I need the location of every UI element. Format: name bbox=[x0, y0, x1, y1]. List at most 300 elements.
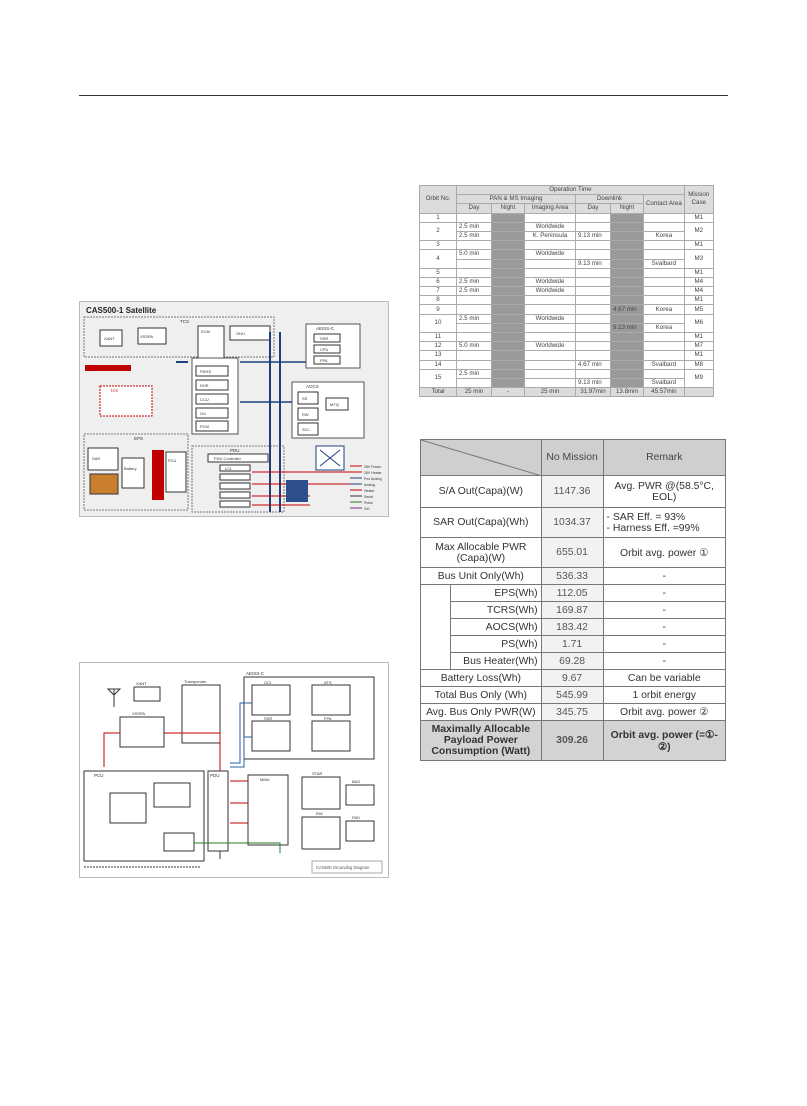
imaging-area-cell bbox=[525, 351, 576, 360]
dl-night-cell bbox=[611, 231, 644, 240]
legend-item: Ctrl bbox=[364, 507, 370, 511]
day-cell bbox=[457, 268, 492, 277]
dl-night-cell bbox=[611, 351, 644, 360]
row-remark: - bbox=[603, 568, 726, 585]
header-diagonal-cell bbox=[421, 440, 542, 476]
night-cell bbox=[492, 250, 525, 259]
imaging-area-cell bbox=[525, 296, 576, 305]
table-row bbox=[420, 351, 714, 360]
table-row bbox=[421, 704, 726, 721]
row-value: 9.67 bbox=[541, 670, 603, 687]
dl-night-cell: 4.67 min bbox=[611, 305, 644, 314]
day-cell bbox=[457, 378, 492, 387]
fpa-label-2: FPA bbox=[324, 716, 332, 721]
col-contact-area: Contact Area bbox=[644, 195, 685, 213]
row-remark: - bbox=[603, 585, 726, 602]
row-remark: - bbox=[603, 653, 726, 670]
contact-area-cell: Svalbard bbox=[644, 360, 685, 369]
col-mission-case: Mission Case bbox=[684, 186, 713, 214]
contact-area-cell: Korea bbox=[644, 323, 685, 332]
row-value: 112.05 bbox=[541, 585, 603, 602]
col-downlink: Downlink bbox=[576, 195, 644, 204]
day-cell: 2.5 min bbox=[457, 369, 492, 378]
orbit-cell: 5 bbox=[420, 268, 457, 277]
dl-night-cell bbox=[611, 268, 644, 277]
fpa-label: FPA bbox=[320, 358, 328, 363]
table-row bbox=[421, 687, 726, 704]
aeiss-label-2: AEISS-C bbox=[246, 671, 265, 676]
night-cell bbox=[492, 314, 525, 323]
dl-day-cell bbox=[576, 250, 611, 259]
table-row bbox=[421, 636, 726, 653]
dl-night-cell bbox=[611, 378, 644, 387]
table-row bbox=[421, 602, 726, 619]
legend-item: Pwr Analog bbox=[364, 477, 382, 481]
day-cell: 5.0 min bbox=[457, 342, 492, 351]
imaging-area-cell bbox=[525, 378, 576, 387]
total-cell: 25 min bbox=[525, 388, 576, 397]
dl-night-cell bbox=[611, 241, 644, 250]
pcu-label: PCU bbox=[168, 458, 177, 463]
dl-night-cell bbox=[611, 213, 644, 222]
day-cell bbox=[457, 305, 492, 314]
night-cell bbox=[492, 213, 525, 222]
table-row bbox=[420, 268, 714, 277]
imaging-area-cell bbox=[525, 360, 576, 369]
aeiss-label: AEISS-C bbox=[316, 326, 335, 331]
mmu-label: MMU bbox=[260, 777, 270, 782]
table-row bbox=[420, 287, 714, 296]
mission-case-cell: M4 bbox=[684, 277, 713, 286]
day-cell: 2.5 min bbox=[457, 287, 492, 296]
col-dl-night: Night bbox=[611, 204, 644, 213]
dl-day-cell bbox=[576, 268, 611, 277]
row-label: Total Bus Only (Wh) bbox=[421, 687, 542, 704]
tcs2-label: TCS bbox=[110, 388, 118, 393]
imaging-area-cell: Worldwide bbox=[525, 287, 576, 296]
orbit-cell: 15 bbox=[420, 369, 457, 387]
legend-item: Heater bbox=[364, 489, 375, 493]
aocs-label: AOCS bbox=[306, 384, 319, 389]
mission-case-cell: M1 bbox=[684, 268, 713, 277]
mission-case-cell: M1 bbox=[684, 333, 713, 342]
day-cell: 2.5 min bbox=[457, 222, 492, 231]
contact-area-cell bbox=[644, 277, 685, 286]
mission-case-cell: M3 bbox=[684, 250, 713, 268]
imaging-area-cell bbox=[525, 241, 576, 250]
orbit-cell: 13 bbox=[420, 351, 457, 360]
orbit-cell: 10 bbox=[420, 314, 457, 332]
mission-case-cell: M4 bbox=[684, 287, 713, 296]
dl-day-cell bbox=[576, 333, 611, 342]
row-value: 183.42 bbox=[541, 619, 603, 636]
table-row bbox=[420, 305, 714, 314]
imaging-area-cell bbox=[525, 305, 576, 314]
grounding-diagram bbox=[79, 662, 389, 878]
night-cell bbox=[492, 268, 525, 277]
row-label: Bus Heater(Wh) bbox=[450, 653, 541, 670]
total-cell: Total bbox=[420, 388, 457, 397]
row-label: Max Allocable PWR (Capa)(W) bbox=[421, 538, 542, 568]
table-row bbox=[420, 250, 714, 259]
imaging-area-cell bbox=[525, 333, 576, 342]
dhs-label: DHS bbox=[200, 383, 209, 388]
total-cell: 45.57min bbox=[644, 388, 685, 397]
imaging-area-cell: Worldwide bbox=[525, 250, 576, 259]
night-cell bbox=[492, 277, 525, 286]
sar-label: SAR bbox=[92, 456, 101, 461]
mission-case-cell: M7 bbox=[684, 342, 713, 351]
contact-area-cell bbox=[644, 213, 685, 222]
rw-label: RW bbox=[302, 412, 309, 417]
dl-day-cell bbox=[576, 314, 611, 323]
ohu-label: OHU bbox=[236, 331, 245, 336]
contact-area-cell bbox=[644, 342, 685, 351]
night-cell bbox=[492, 378, 525, 387]
imaging-area-cell bbox=[525, 323, 576, 332]
night-cell bbox=[492, 296, 525, 305]
imaging-area-cell bbox=[525, 259, 576, 268]
night-cell bbox=[492, 259, 525, 268]
orbit-cell: 2 bbox=[420, 222, 457, 240]
night-cell bbox=[492, 342, 525, 351]
ecm-label: ECM bbox=[201, 329, 210, 334]
total-row bbox=[420, 388, 714, 397]
pdu-controller-label: PDU Controller bbox=[214, 456, 241, 461]
table-row bbox=[420, 323, 714, 332]
xant-label: XANT bbox=[104, 336, 115, 341]
day-cell bbox=[457, 333, 492, 342]
battery-label: Battery bbox=[124, 466, 137, 471]
pcm-label: PCM bbox=[200, 424, 209, 429]
row-label: EPS(Wh) bbox=[450, 585, 541, 602]
dl-day-cell bbox=[576, 287, 611, 296]
dl-night-cell bbox=[611, 314, 644, 323]
dl-night-cell bbox=[611, 277, 644, 286]
mission-case-cell: M1 bbox=[684, 351, 713, 360]
dl-day-cell bbox=[576, 277, 611, 286]
contact-area-cell: Svalbard bbox=[644, 259, 685, 268]
table-row bbox=[420, 222, 714, 231]
day-cell bbox=[457, 259, 492, 268]
day-cell bbox=[457, 241, 492, 250]
mission-case-cell: M2 bbox=[684, 222, 713, 240]
mission-case-cell: M6 bbox=[684, 314, 713, 332]
scl-label: SCL bbox=[302, 427, 310, 432]
orbit-cell: 14 bbox=[420, 360, 457, 369]
row-label: Avg. Bus Only PWR(W) bbox=[421, 704, 542, 721]
row-value: 345.75 bbox=[541, 704, 603, 721]
legend-item: Analog bbox=[364, 483, 375, 487]
operation-time-body bbox=[420, 213, 714, 397]
table-row bbox=[421, 508, 726, 538]
table-row bbox=[420, 333, 714, 342]
legend-item: Serial bbox=[364, 495, 373, 499]
pad-label: PAD bbox=[352, 815, 360, 820]
dl-day-cell bbox=[576, 213, 611, 222]
row-value: 69.28 bbox=[541, 653, 603, 670]
row-remark: - bbox=[603, 619, 726, 636]
row-label: PS(Wh) bbox=[450, 636, 541, 653]
night-cell bbox=[492, 287, 525, 296]
row-remark: - SAR Eff. = 93% - Harness Eff. =99% bbox=[603, 508, 726, 538]
xsspa-label-2: XSSPA bbox=[132, 711, 146, 716]
row-remark: Orbit avg. power (=①-②) bbox=[603, 721, 726, 761]
satellite-block-diagram-svg bbox=[80, 302, 388, 516]
orbit-cell: 4 bbox=[420, 250, 457, 268]
table-row bbox=[421, 476, 726, 508]
indent-cell bbox=[421, 585, 451, 670]
row-value: 1.71 bbox=[541, 636, 603, 653]
row-value: 536.33 bbox=[541, 568, 603, 585]
dl-night-cell bbox=[611, 259, 644, 268]
mission-case-cell: M1 bbox=[684, 213, 713, 222]
dl-day-cell bbox=[576, 342, 611, 351]
table-row bbox=[421, 538, 726, 568]
day-cell: 5.0 min bbox=[457, 250, 492, 259]
dl-night-cell bbox=[611, 342, 644, 351]
xant-label-2: XANT bbox=[136, 681, 147, 686]
dl-day-cell: 9.13 min bbox=[576, 231, 611, 240]
rw-label-2: RW bbox=[316, 811, 323, 816]
total-cell: 13.8min bbox=[611, 388, 644, 397]
day-cell bbox=[457, 213, 492, 222]
day-cell: 2.5 min bbox=[457, 277, 492, 286]
xsspa-label: XSSPA bbox=[140, 334, 154, 339]
dl-night-cell bbox=[611, 296, 644, 305]
tcs-label: TCS bbox=[180, 319, 189, 324]
dl-day-cell: 4.67 min bbox=[576, 360, 611, 369]
night-cell bbox=[492, 360, 525, 369]
transponder-label: Transponder bbox=[184, 679, 207, 684]
bas-label: BAS bbox=[352, 779, 361, 784]
power-budget-table bbox=[420, 439, 726, 761]
row-value: 169.87 bbox=[541, 602, 603, 619]
total-cell: 25 min bbox=[457, 388, 492, 397]
night-cell bbox=[492, 351, 525, 360]
power-budget-body bbox=[421, 476, 726, 761]
day-cell bbox=[457, 296, 492, 305]
contact-area-cell bbox=[644, 287, 685, 296]
dl-night-cell bbox=[611, 250, 644, 259]
night-cell bbox=[492, 231, 525, 240]
row-value: 655.01 bbox=[541, 538, 603, 568]
mission-case-cell: M9 bbox=[684, 369, 713, 387]
satellite-block-diagram bbox=[79, 301, 389, 517]
contact-area-cell bbox=[644, 369, 685, 378]
row-label: SAR Out(Capa)(Wh) bbox=[421, 508, 542, 538]
imaging-area-cell: Worldwide bbox=[525, 314, 576, 323]
contact-area-cell bbox=[644, 250, 685, 259]
ssr-label-2: SSR bbox=[264, 716, 273, 721]
day-cell bbox=[457, 351, 492, 360]
night-cell bbox=[492, 369, 525, 378]
night-cell bbox=[492, 305, 525, 314]
mission-case-cell: M5 bbox=[684, 305, 713, 314]
legend-item: 28V Power bbox=[364, 465, 382, 469]
col-dl-day: Day bbox=[576, 204, 611, 213]
table-row bbox=[420, 360, 714, 369]
pdu-label-2: PDU bbox=[210, 773, 220, 778]
contact-area-cell bbox=[644, 268, 685, 277]
dl-night-cell bbox=[611, 287, 644, 296]
row-label: S/A Out(Capa)(W) bbox=[421, 476, 542, 508]
lcl-label: LCL bbox=[225, 466, 233, 471]
table-row bbox=[421, 619, 726, 636]
row-remark: Orbit avg. power ① bbox=[603, 538, 726, 568]
ats-label: ATS bbox=[324, 680, 332, 685]
orbit-cell: 12 bbox=[420, 342, 457, 351]
table-row bbox=[421, 721, 726, 761]
dl-night-cell: 9.13 min bbox=[611, 323, 644, 332]
dl-night-cell bbox=[611, 333, 644, 342]
col-pan-ms: PAN & MS Imaging bbox=[457, 195, 576, 204]
table-row bbox=[421, 568, 726, 585]
orbit-cell: 7 bbox=[420, 287, 457, 296]
row-label: Battery Loss(Wh) bbox=[421, 670, 542, 687]
dl-day-cell bbox=[576, 351, 611, 360]
dl-day-cell bbox=[576, 241, 611, 250]
mission-case-cell: M1 bbox=[684, 241, 713, 250]
dl-day-cell bbox=[576, 369, 611, 378]
table-row bbox=[420, 296, 714, 305]
imaging-area-cell: Worldwide bbox=[525, 222, 576, 231]
ccu-label: CCU bbox=[200, 397, 209, 402]
row-label: Bus Unit Only(Wh) bbox=[421, 568, 542, 585]
night-cell bbox=[492, 241, 525, 250]
cpu-label: CPU bbox=[320, 347, 329, 352]
ss-label: SS bbox=[302, 396, 308, 401]
legend-item: Pulse bbox=[364, 501, 373, 505]
dl-day-cell: 9.13 min bbox=[576, 259, 611, 268]
eps-label: EPS bbox=[134, 436, 144, 441]
star-label: STAR bbox=[312, 771, 323, 776]
row-label: TCRS(Wh) bbox=[450, 602, 541, 619]
contact-area-cell bbox=[644, 296, 685, 305]
gu-label: GU bbox=[200, 411, 206, 416]
imaging-area-cell bbox=[525, 213, 576, 222]
day-cell: 2.5 min bbox=[457, 314, 492, 323]
row-label: AOCS(Wh) bbox=[450, 619, 541, 636]
orbit-cell: 1 bbox=[420, 213, 457, 222]
contact-area-cell: Korea bbox=[644, 305, 685, 314]
table-row bbox=[420, 342, 714, 351]
table-row bbox=[420, 277, 714, 286]
col-orbit-no: Orbit No. bbox=[420, 186, 457, 214]
col-no-mission: No Mission bbox=[541, 440, 603, 476]
orbit-cell: 9 bbox=[420, 305, 457, 314]
row-remark: - bbox=[603, 636, 726, 653]
dl-day-cell bbox=[576, 296, 611, 305]
contact-area-cell bbox=[644, 314, 685, 323]
col-day: Day bbox=[457, 204, 492, 213]
dl-day-cell bbox=[576, 222, 611, 231]
row-value: 1147.36 bbox=[541, 476, 603, 508]
col-night: Night bbox=[492, 204, 525, 213]
contact-area-cell bbox=[644, 351, 685, 360]
imaging-area-cell bbox=[525, 268, 576, 277]
table-row bbox=[421, 585, 726, 602]
row-remark: Orbit avg. power ② bbox=[603, 704, 726, 721]
total-cell: 31.97min bbox=[576, 388, 611, 397]
col-imaging-area: Imaging Area bbox=[525, 204, 576, 213]
row-remark: - bbox=[603, 602, 726, 619]
table-row bbox=[420, 231, 714, 240]
contact-area-cell: Svalbard bbox=[644, 378, 685, 387]
dl-day-cell bbox=[576, 323, 611, 332]
dl-day-cell: 9.13 min bbox=[576, 378, 611, 387]
oci-label: OCI bbox=[264, 680, 272, 685]
col-operation-time: Operation Time bbox=[457, 186, 685, 195]
table-row bbox=[420, 314, 714, 323]
night-cell bbox=[492, 222, 525, 231]
orbit-cell: 3 bbox=[420, 241, 457, 250]
dl-night-cell bbox=[611, 360, 644, 369]
col-remark: Remark bbox=[603, 440, 726, 476]
table-row bbox=[420, 369, 714, 378]
operation-time-table bbox=[419, 185, 714, 397]
row-value: 309.26 bbox=[541, 721, 603, 761]
pdu-label: PDU bbox=[230, 448, 240, 453]
dl-night-cell bbox=[611, 222, 644, 231]
mtq-label: MTQ bbox=[330, 402, 339, 407]
table-row bbox=[420, 241, 714, 250]
contact-area-cell: Korea bbox=[644, 231, 685, 240]
orbit-cell: 11 bbox=[420, 333, 457, 342]
contact-area-cell bbox=[644, 333, 685, 342]
legend-item: 28V Heater bbox=[364, 471, 382, 475]
row-label: Maximally Allocable Payload Power Consumption (Watt) bbox=[421, 721, 542, 761]
day-cell bbox=[457, 323, 492, 332]
dl-night-cell bbox=[611, 369, 644, 378]
imaging-area-cell: K. Peninsula bbox=[525, 231, 576, 240]
mission-case-cell: M1 bbox=[684, 296, 713, 305]
row-remark: 1 orbit energy bbox=[603, 687, 726, 704]
pcu-label-2: PCU bbox=[94, 773, 104, 778]
header-diagonal-line bbox=[421, 440, 542, 476]
row-value: 545.99 bbox=[541, 687, 603, 704]
imaging-area-cell: Worldwide bbox=[525, 277, 576, 286]
table-row bbox=[420, 378, 714, 387]
day-cell bbox=[457, 360, 492, 369]
contact-area-cell bbox=[644, 241, 685, 250]
row-value: 1034.37 bbox=[541, 508, 603, 538]
night-cell bbox=[492, 333, 525, 342]
grounding-diagram-svg bbox=[80, 663, 388, 877]
header-rule bbox=[79, 95, 728, 96]
figure1-title: CAS500-1 Satellite bbox=[86, 306, 157, 315]
imaging-area-cell: Worldwide bbox=[525, 342, 576, 351]
mission-case-cell: M8 bbox=[684, 360, 713, 369]
table-row bbox=[421, 653, 726, 670]
table-row bbox=[420, 259, 714, 268]
night-cell bbox=[492, 323, 525, 332]
imaging-area-cell bbox=[525, 369, 576, 378]
contact-area-cell bbox=[644, 222, 685, 231]
orbit-cell: 6 bbox=[420, 277, 457, 286]
table-row bbox=[420, 213, 714, 222]
row-remark: Avg. PWR @(58.5°C, EOL) bbox=[603, 476, 726, 508]
orbit-cell: 8 bbox=[420, 296, 457, 305]
dl-day-cell bbox=[576, 305, 611, 314]
total-cell bbox=[684, 388, 713, 397]
table-row bbox=[421, 670, 726, 687]
figure2-caption: CAS500 Grounding Diagram bbox=[316, 865, 370, 870]
row-remark: Can be variable bbox=[603, 670, 726, 687]
ssr-label: SSR bbox=[320, 336, 329, 341]
pdhs-label: PDHS bbox=[200, 369, 212, 374]
total-cell: - bbox=[492, 388, 525, 397]
